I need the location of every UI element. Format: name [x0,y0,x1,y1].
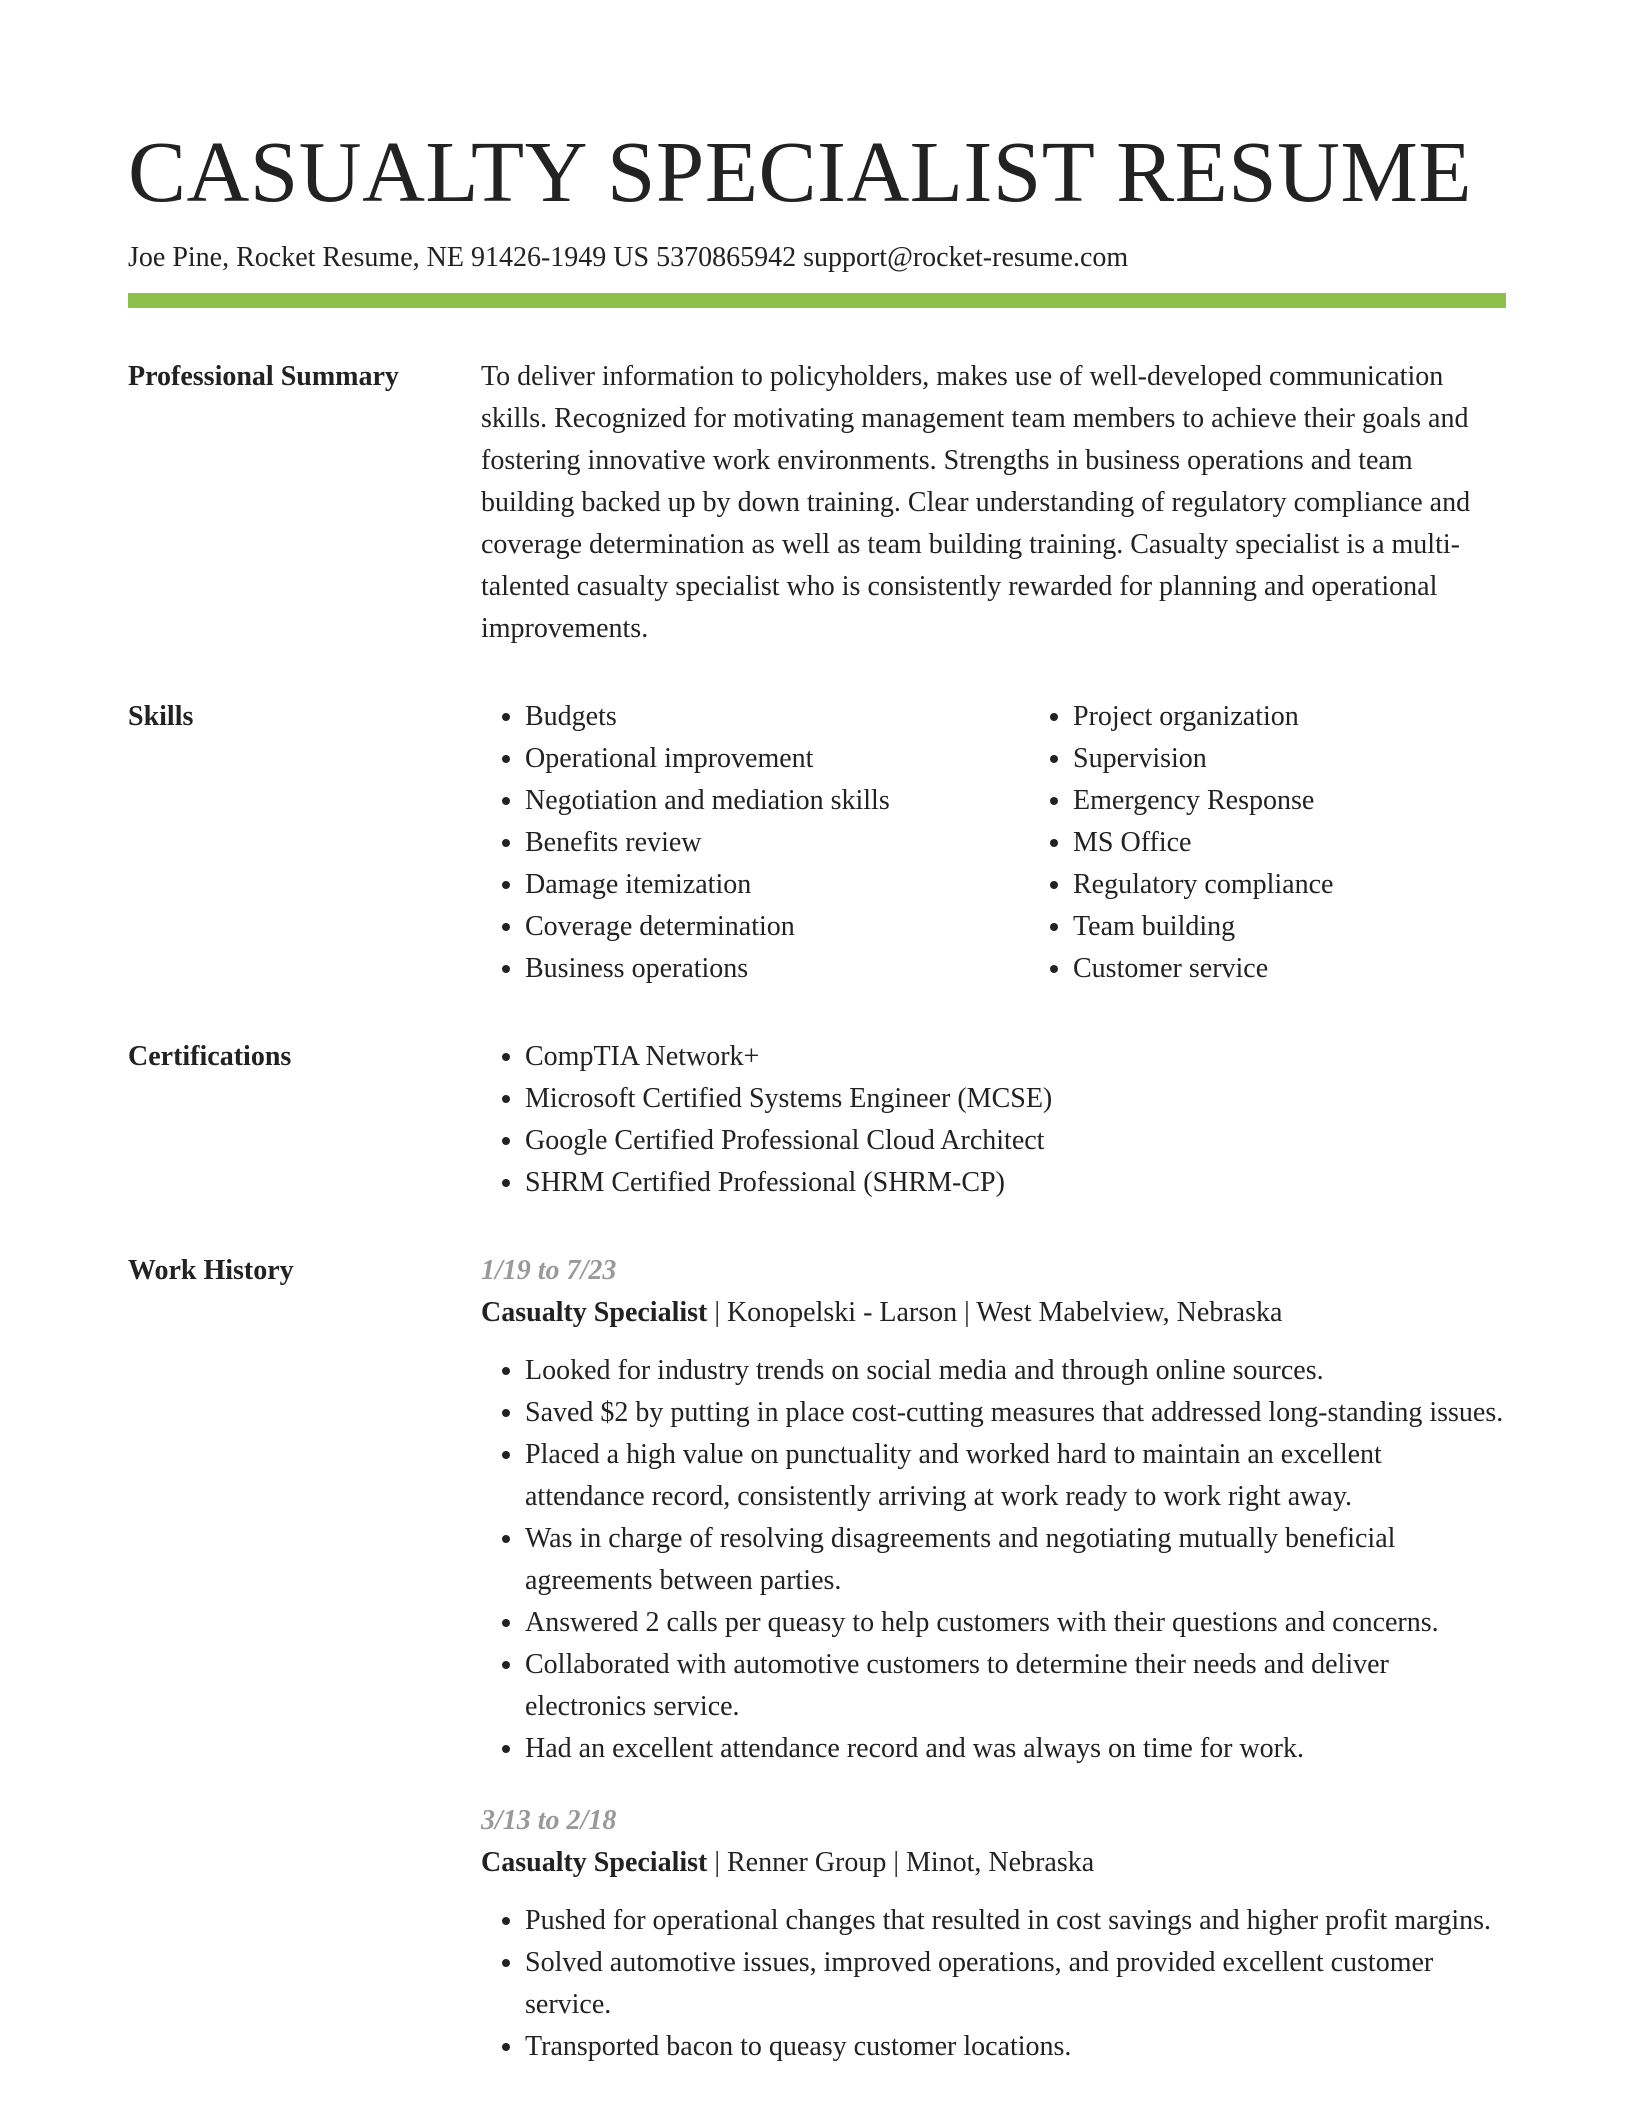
skill-item: • Operational improvement [525,738,1029,780]
job-bullet: • Placed a high value on punctuality and worked hard to maintain an excellent attendance record, consistently arriving at work ready to work right away. [525,1434,1506,1518]
certification-item: • CompTIA Network+ [525,1036,1506,1078]
skill-item: • Customer service [1073,948,1577,990]
job-employer-location: | Konopelski - Larson | West Mabelview, Nebraska [707,1297,1283,1328]
skills-section [128,696,1506,990]
skill-item: • MS Office [1073,822,1577,864]
job-bullet: • Answered 2 calls per queasy to help customers with their questions and concerns. [525,1602,1506,1644]
job-bullet-list [481,1900,1506,2068]
skill-item: • Negotiation and mediation skills [525,780,1029,822]
skill-item: • Damage itemization [525,864,1029,906]
skills-list-left [481,696,1029,990]
skills-heading: Skills [128,701,194,732]
skill-item: • Project organization [1073,696,1577,738]
job-heading [481,1292,1506,1334]
job-bullet-list [481,1350,1506,1770]
job-heading [481,1842,1506,1884]
skill-item: • Regulatory compliance [1073,864,1577,906]
job-bullet: • Was in charge of resolving disagreements and negotiating mutually beneficial agreements between parties. [525,1518,1506,1602]
certification-item: • Google Certified Professional Cloud Architect [525,1120,1506,1162]
skill-item: • Coverage determination [525,906,1029,948]
job-employer-location: | Renner Group | Minot, Nebraska [707,1847,1095,1878]
job-bullet: • Transported bacon to queasy customer locations. [525,2026,1506,2068]
job-bullet: • Had an excellent attendance record and was always on time for work. [525,1728,1506,1770]
certifications-heading: Certifications [128,1041,292,1072]
skills-list-right [1029,696,1577,990]
job-bullet: • Collaborated with automotive customers to determine their needs and deliver electronics service. [525,1644,1506,1728]
certification-item: • SHRM Certified Professional (SHRM-CP) [525,1162,1506,1204]
skill-item: • Supervision [1073,738,1577,780]
skill-item: • Budgets [525,696,1029,738]
summary-text: To deliver information to policyholders, makes use of well-developed communication skills. Recognized for motivating management team members to achieve their goals and fostering innovative work environments. Strengths in business operations and team building backed up by down training. Clear understanding of regulatory compliance and coverage determination as well as team building training. Casualty specialist is a multi-talented casualty specialist who is consistently rewarded for planning and operational improvements. [481,361,1471,644]
job-dates: 3/13 to 2/18 [481,1805,617,1836]
job-bullet: • Pushed for operational changes that resulted in cost savings and higher profit margins. [525,1900,1506,1942]
job-dates: 1/19 to 7/23 [481,1255,617,1286]
skill-item: • Team building [1073,906,1577,948]
job-entry [481,1800,1506,2068]
work-history-heading: Work History [128,1255,294,1286]
resume-title: CASUALTY SPECIALIST RESUME [128,123,1472,220]
contact-info: Joe Pine, Rocket Resume, NE 91426-1949 US 5370865942 support@rocket-resume.com [128,242,1129,273]
certification-item: • Microsoft Certified Systems Engineer (MCSE) [525,1078,1506,1120]
summary-heading: Professional Summary [128,361,399,392]
job-title: Casualty Specialist [481,1847,708,1878]
work-history-section [128,1250,1506,2068]
skill-item: • Emergency Response [1073,780,1577,822]
job-title: Casualty Specialist [481,1297,708,1328]
job-bullet: • Saved $2 by putting in place cost-cutting measures that addressed long-standing issues. [525,1392,1506,1434]
summary-section [128,356,1506,650]
skill-item: • Business operations [525,948,1029,990]
job-entry [481,1250,1506,1770]
certifications-list [481,1036,1506,1204]
skill-item: • Benefits review [525,822,1029,864]
job-bullet: • Looked for industry trends on social media and through online sources. [525,1350,1506,1392]
accent-divider [128,293,1506,308]
resume-page [128,0,1506,2068]
job-bullet: • Solved automotive issues, improved operations, and provided excellent customer service. [525,1942,1506,2026]
certifications-section [128,1036,1506,1204]
